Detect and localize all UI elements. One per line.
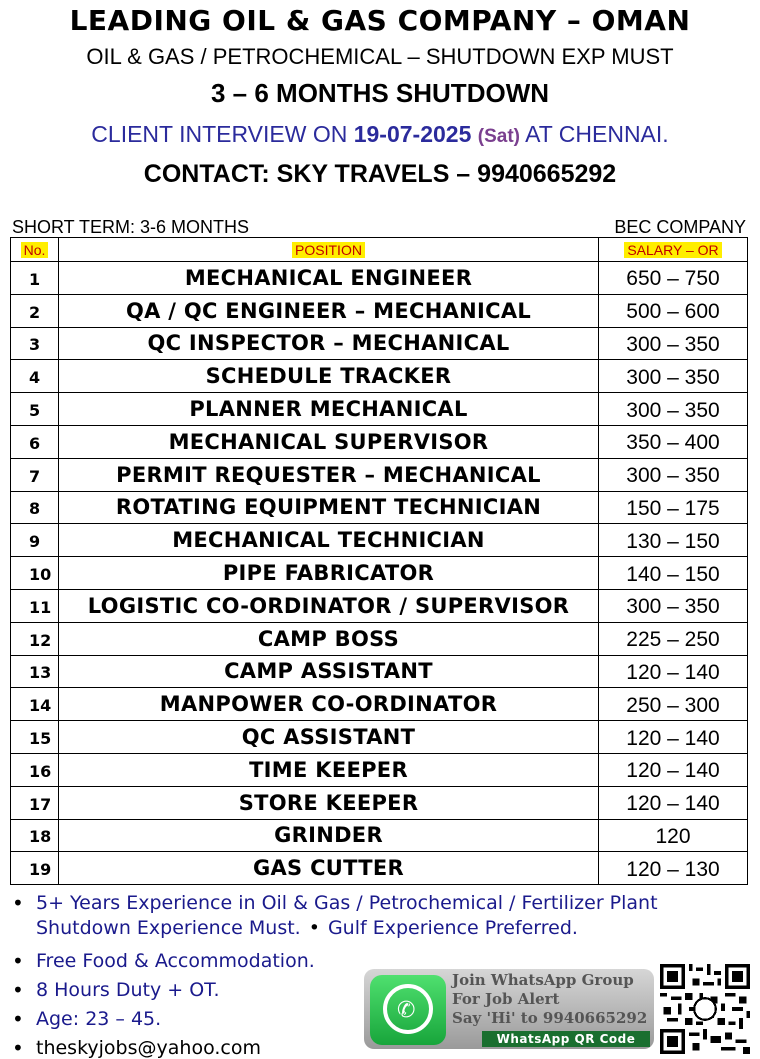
cell-position: PIPE FABRICATOR xyxy=(59,557,599,590)
cell-salary: 120 – 130 xyxy=(599,852,748,885)
table-row xyxy=(11,360,748,393)
cell-position: MANPOWER CO-ORDINATOR xyxy=(59,688,599,721)
cell-no: 14 xyxy=(11,688,59,721)
table-row xyxy=(11,655,748,688)
requirement-duty: • 8 Hours Duty + OT. xyxy=(12,976,658,1005)
header-salary: SALARY – OR xyxy=(599,238,748,262)
table-row xyxy=(11,327,748,360)
cell-no: 11 xyxy=(11,589,59,622)
cell-no: 3 xyxy=(11,327,59,360)
cell-no: 6 xyxy=(11,425,59,458)
requirement-continuation: Shutdown Experience Must. • Gulf Experience Preferred. xyxy=(36,917,578,939)
cell-position: CAMP ASSISTANT xyxy=(59,655,599,688)
cell-salary: 140 – 150 xyxy=(599,557,748,590)
interview-prefix: CLIENT INTERVIEW ON xyxy=(91,121,354,147)
cell-no: 8 xyxy=(11,491,59,524)
cell-salary: 250 – 300 xyxy=(599,688,748,721)
contact-email[interactable]: • theskyjobs@yahoo.com xyxy=(12,1034,658,1059)
table-row xyxy=(11,786,748,819)
interview-day: (Sat) xyxy=(477,126,520,147)
cell-no: 7 xyxy=(11,458,59,491)
table-row xyxy=(11,491,748,524)
table-row xyxy=(11,557,748,590)
interview-date: 19-07-2025 xyxy=(353,121,472,147)
whatsapp-text: Join WhatsApp Group For Job Alert Say 'Hi' to 9940665292 xyxy=(452,971,648,1027)
cell-salary: 120 – 140 xyxy=(599,786,748,819)
cell-no: 15 xyxy=(11,721,59,754)
cell-salary: 300 – 350 xyxy=(599,458,748,491)
cell-salary: 300 – 350 xyxy=(599,393,748,426)
interview-line xyxy=(0,121,760,148)
requirement-shutdown: Shutdown Experience Must. xyxy=(36,917,301,939)
page-title: LEADING OIL & GAS COMPANY – OMAN xyxy=(69,4,691,37)
table-row xyxy=(11,852,748,885)
whatsapp-icon: ✆ xyxy=(370,975,446,1045)
cell-salary: 500 – 600 xyxy=(599,294,748,327)
cell-no: 2 xyxy=(11,294,59,327)
cell-salary: 150 – 175 xyxy=(599,491,748,524)
cell-position: PERMIT REQUESTER – MECHANICAL xyxy=(59,458,599,491)
cell-no: 16 xyxy=(11,753,59,786)
requirement-gulf: Gulf Experience Preferred. xyxy=(327,917,578,939)
table-row xyxy=(11,458,748,491)
cell-salary: 300 – 350 xyxy=(599,327,748,360)
term-label: SHORT TERM: 3-6 MONTHS xyxy=(12,217,250,237)
table-row xyxy=(11,294,748,327)
cell-position: MECHANICAL TECHNICIAN xyxy=(59,524,599,557)
cell-no: 12 xyxy=(11,622,59,655)
cell-salary: 350 – 400 xyxy=(599,425,748,458)
table-row xyxy=(11,589,748,622)
table-row xyxy=(11,622,748,655)
table-row xyxy=(11,393,748,426)
cell-position: GAS CUTTER xyxy=(59,852,599,885)
cell-no: 4 xyxy=(11,360,59,393)
table-row xyxy=(11,688,748,721)
cell-position: MECHANICAL ENGINEER xyxy=(59,262,599,295)
requirement-age: • Age: 23 – 45. xyxy=(12,1005,658,1034)
header-no: No. xyxy=(11,238,59,262)
cell-no: 9 xyxy=(11,524,59,557)
cell-position: QA / QC ENGINEER – MECHANICAL xyxy=(59,294,599,327)
cell-position: STORE KEEPER xyxy=(59,786,599,819)
interview-suffix: AT CHENNAI. xyxy=(520,121,669,147)
cell-position: LOGISTIC CO-ORDINATOR / SUPERVISOR xyxy=(59,589,599,622)
cell-salary: 120 – 140 xyxy=(599,721,748,754)
cell-no: 13 xyxy=(11,655,59,688)
cell-salary: 650 – 750 xyxy=(599,262,748,295)
cell-position: SCHEDULE TRACKER xyxy=(59,360,599,393)
positions-table xyxy=(10,237,748,885)
table-row xyxy=(11,819,748,852)
whatsapp-qr-label: WhatsApp QR Code xyxy=(482,1031,650,1047)
header-position: POSITION xyxy=(59,238,599,262)
cell-position: GRINDER xyxy=(59,819,599,852)
cell-salary: 300 – 350 xyxy=(599,589,748,622)
table-header-row xyxy=(11,238,748,262)
requirement-experience: • 5+ Years Experience in Oil & Gas / Petrochemical / Fertilizer Plant xyxy=(12,889,658,918)
cell-no: 18 xyxy=(11,819,59,852)
table-row xyxy=(11,425,748,458)
cell-salary: 120 – 140 xyxy=(599,655,748,688)
table-row xyxy=(11,753,748,786)
cell-salary: 130 – 150 xyxy=(599,524,748,557)
cell-position: PLANNER MECHANICAL xyxy=(59,393,599,426)
whatsapp-banner[interactable] xyxy=(364,969,654,1049)
company-label: BEC COMPANY xyxy=(614,217,746,237)
cell-salary: 120 – 140 xyxy=(599,753,748,786)
cell-salary: 120 xyxy=(599,819,748,852)
qr-code[interactable] xyxy=(660,964,750,1054)
cell-position: CAMP BOSS xyxy=(59,622,599,655)
duration-heading: 3 – 6 MONTHS SHUTDOWN xyxy=(210,78,550,108)
cell-no: 10 xyxy=(11,557,59,590)
cell-salary: 225 – 250 xyxy=(599,622,748,655)
table-row xyxy=(11,524,748,557)
page-subtitle: OIL & GAS / PETROCHEMICAL – SHUTDOWN EXP MUST xyxy=(86,44,674,69)
contact-line: CONTACT: SKY TRAVELS – 9940665292 xyxy=(143,160,617,188)
table-row xyxy=(11,262,748,295)
cell-position: QC INSPECTOR – MECHANICAL xyxy=(59,327,599,360)
cell-position: MECHANICAL SUPERVISOR xyxy=(59,425,599,458)
cell-no: 19 xyxy=(11,852,59,885)
cell-salary: 300 – 350 xyxy=(599,360,748,393)
requirement-food: • Free Food & Accommodation. xyxy=(12,947,658,976)
cell-position: QC ASSISTANT xyxy=(59,721,599,754)
cell-position: ROTATING EQUIPMENT TECHNICIAN xyxy=(59,491,599,524)
cell-no: 1 xyxy=(11,262,59,295)
cell-no: 17 xyxy=(11,786,59,819)
cell-no: 5 xyxy=(11,393,59,426)
table-row xyxy=(11,721,748,754)
cell-position: TIME KEEPER xyxy=(59,753,599,786)
